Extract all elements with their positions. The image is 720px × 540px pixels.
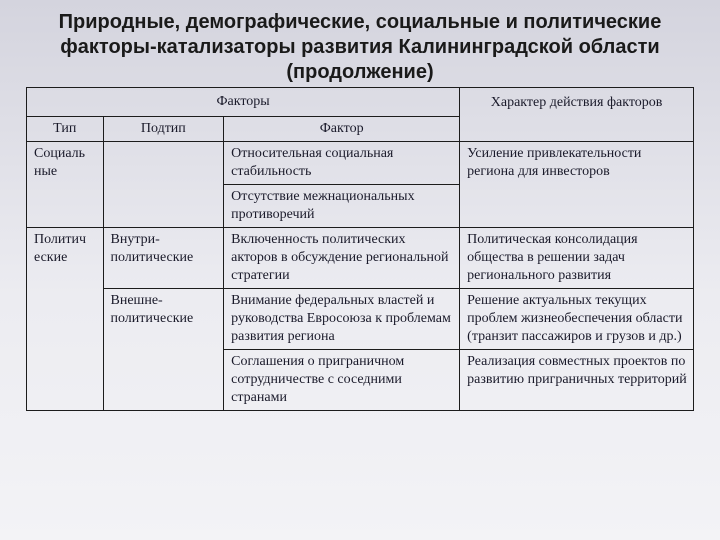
factors-table xyxy=(26,87,694,411)
header-factor: Фактор xyxy=(224,117,460,142)
factor-internal: Включенность политических акторов в обсуждение региональной стратегии xyxy=(224,228,460,289)
header-character: Характер действия факторов xyxy=(460,88,694,142)
factor-social-1: Относительная социальная стабильность xyxy=(224,142,460,185)
title-line-2: факторы-катализаторы развития Калининградской области xyxy=(60,36,660,58)
factor-social-2: Отсутствие межнациональных противоречий xyxy=(224,185,460,228)
subtype-internal: Внутри-политические xyxy=(103,228,224,289)
character-external-1: Решение актуальных текущих проблем жизнеобеспечения области (транзит пассажиров и грузов и др.) xyxy=(460,289,694,350)
header-subtype: Подтип xyxy=(103,117,224,142)
table-row xyxy=(27,142,694,185)
slide-title xyxy=(20,10,700,85)
header-type: Тип xyxy=(27,117,104,142)
subtype-external: Внешне-политические xyxy=(103,289,224,411)
character-external-2: Реализация совместных проектов по развитию приграничных территорий xyxy=(460,350,694,411)
header-factors: Факторы xyxy=(27,88,460,117)
type-political: Политич еские xyxy=(27,228,104,411)
factor-external-2: Соглашения о приграничном сотрудничестве с соседними странами xyxy=(224,350,460,411)
title-line-1: Природные, демографические, социальные и политические xyxy=(58,11,662,33)
subtype-social-empty xyxy=(103,142,224,228)
character-social: Усиление привлекательности региона для инвесторов xyxy=(460,142,694,228)
table-row xyxy=(27,289,694,350)
type-social: Социаль ные xyxy=(27,142,104,228)
character-internal: Политическая консолидация общества в решении задач регионального развития xyxy=(460,228,694,289)
header-row-1 xyxy=(27,88,694,117)
table-row xyxy=(27,228,694,289)
factor-external-1: Внимание федеральных властей и руководства Евросоюза к проблемам развития региона xyxy=(224,289,460,350)
title-line-3: (продолжение) xyxy=(286,61,434,83)
